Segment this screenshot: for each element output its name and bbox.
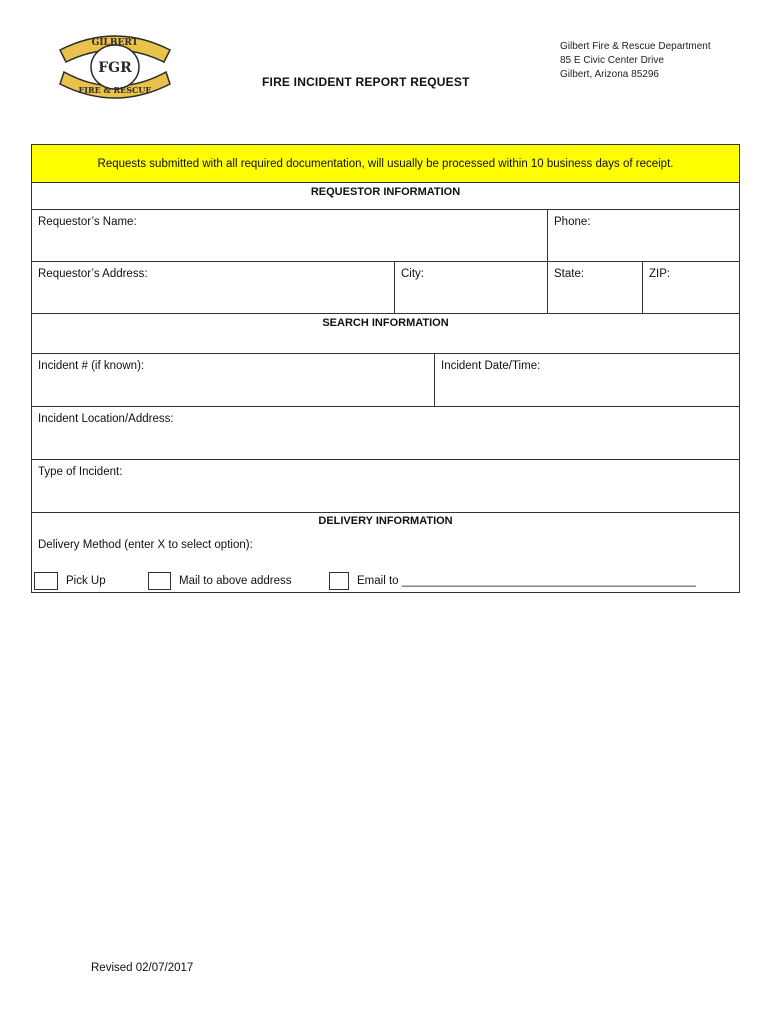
search-section-header [32,313,739,353]
search-section-title: SEARCH INFORMATION [322,317,449,329]
requestor-address-label: Requestor’s Address: [38,268,148,280]
revision-date: Revised 02/07/2017 [91,962,194,974]
incident-location-field[interactable] [32,407,739,459]
delivery-section-title: DELIVERY INFORMATION [318,515,453,527]
logo-top-text: GILBERT [91,38,139,48]
request-form [31,144,740,593]
processing-notice-text: Requests submitted with all required documentation, will usually be processed within 10 business days of receipt. [97,157,674,170]
processing-notice-banner [32,145,739,182]
incident-type-field[interactable] [32,460,739,512]
dept-street: 85 E Civic Center Drive [560,55,664,66]
requestor-address-row [32,261,739,313]
delivery-section-header [32,512,739,534]
zip-label: ZIP: [649,268,671,280]
city-label: City: [401,268,424,280]
logo-monogram: FGR [98,60,132,76]
pickup-label: Pick Up [66,575,106,587]
incident-type-label: Type of Incident: [38,466,123,478]
form-title: FIRE INCIDENT REPORT REQUEST [262,75,470,89]
logo-bottom-text: FIRE & RESCUE [78,85,152,95]
state-field[interactable] [547,262,642,313]
mail-checkbox[interactable] [148,572,171,590]
delivery-method-label: Delivery Method (enter X to select option): [38,539,253,551]
phone-field[interactable] [547,210,739,261]
incident-date-field[interactable] [434,354,739,406]
requestor-section-header [32,182,739,209]
email-option[interactable] [329,572,696,590]
dept-city: Gilbert, Arizona 85296 [560,69,659,80]
pickup-checkbox[interactable] [34,572,58,590]
requestor-section-title: REQUESTOR INFORMATION [310,186,461,198]
city-field[interactable] [394,262,547,313]
requestor-name-label: Requestor’s Name: [38,216,137,228]
incident-number-field[interactable] [32,354,434,406]
zip-field[interactable] [642,262,739,313]
incident-number-label: Incident # (if known): [38,360,145,372]
incident-location-label: Incident Location/Address: [38,413,174,425]
dept-name: Gilbert Fire & Rescue Department [560,41,711,52]
requestor-name-row [32,209,739,261]
requestor-name-field[interactable] [32,210,547,261]
gilbert-fire-rescue-logo [52,28,178,102]
pickup-option[interactable] [34,572,106,590]
incident-number-row [32,353,739,406]
email-label: Email to ______________________________________________ [357,575,696,587]
mail-label: Mail to above address [179,575,292,587]
delivery-method-row [32,534,739,592]
phone-label: Phone: [554,216,591,228]
mail-option[interactable] [148,572,292,590]
state-label: State: [554,268,585,280]
department-address [560,40,711,82]
incident-location-row [32,406,739,459]
requestor-address-field[interactable] [32,262,394,313]
incident-type-row [32,459,739,512]
incident-date-label: Incident Date/Time: [441,360,541,372]
email-checkbox[interactable] [329,572,349,590]
